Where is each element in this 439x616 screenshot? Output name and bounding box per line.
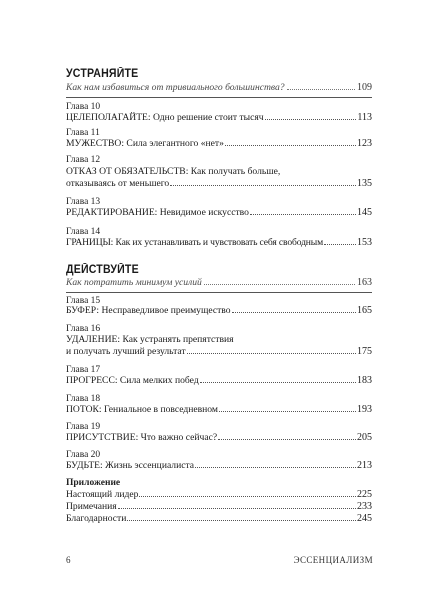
appendix-label: Приложение	[66, 478, 121, 488]
chapter-label: Глава 19	[66, 422, 101, 432]
toc-entry	[66, 489, 372, 500]
dot-leader	[195, 467, 356, 468]
dot-leader	[219, 411, 356, 412]
page-number: 163	[357, 277, 372, 288]
toc-entry	[66, 375, 372, 386]
chapter-title: МУЖЕСТВО: Сила элегантного «нет»	[66, 138, 224, 149]
dot-leader	[250, 214, 356, 215]
chapter-label: Глава 12	[66, 155, 101, 165]
toc-entry	[66, 112, 372, 123]
page-number: 183	[357, 375, 372, 386]
chapter-label: Глава 18	[66, 394, 101, 404]
page-number: 233	[357, 501, 372, 512]
page-number: 205	[357, 432, 372, 443]
dot-leader	[225, 145, 356, 146]
chapter-label: Глава 17	[66, 365, 101, 375]
chapter-title: ПРИСУТСТВИЕ: Что важно сейчас?	[66, 432, 218, 443]
toc-entry	[66, 305, 372, 316]
page-number: 165	[357, 305, 372, 316]
chapter-label: Глава 10	[66, 102, 101, 112]
appendix-item-title: Благодарности	[66, 513, 127, 524]
chapter-label: Глава 13	[66, 197, 101, 207]
page-number: 135	[357, 178, 372, 189]
chapter-title: БУФЕР: Несправедливое преимущество	[66, 305, 231, 316]
chapter-title: ЦЕЛЕПОЛАГАЙТЕ: Одно решение стоит тысяч	[66, 112, 264, 123]
page-number: 113	[357, 112, 372, 123]
page-number: 109	[357, 82, 372, 93]
appendix-item-title: Примечания	[66, 501, 117, 512]
toc-entry	[66, 207, 372, 218]
toc-entry	[66, 138, 372, 149]
toc-entry	[66, 501, 372, 512]
dot-leader	[187, 353, 356, 354]
dot-leader	[204, 284, 355, 285]
section-rule	[66, 292, 372, 293]
chapter-label: Глава 16	[66, 324, 101, 334]
toc-entry	[66, 460, 372, 471]
page-number: 175	[357, 346, 372, 357]
toc-entry	[66, 513, 372, 524]
section-title: ДЕЙСТВУЙТЕ	[66, 264, 139, 276]
appendix-item-title: Настоящий лидер	[66, 489, 139, 500]
chapter-title-continued: и получать лучший результат	[66, 346, 186, 357]
chapter-title: РЕДАКТИРОВАНИЕ: Невидимое искусство	[66, 207, 249, 218]
footer-book-title: ЭССЕНЦИАЛИЗМ	[293, 555, 373, 565]
chapter-label: Глава 14	[66, 227, 101, 237]
section-subtitle-row	[66, 274, 372, 288]
dot-leader	[265, 119, 357, 120]
section-subtitle: Как потратить минимум усилий	[66, 277, 202, 288]
chapter-title-continued: отказываясь от меньшего	[66, 178, 170, 189]
toc-entry	[66, 237, 372, 248]
dot-leader	[287, 89, 355, 90]
toc-entry	[66, 404, 372, 415]
chapter-title: ПОТОК: Гениальное в повседневном	[66, 404, 218, 415]
dot-leader	[118, 508, 356, 509]
chapter-label: Глава 20	[66, 450, 101, 460]
toc-entry	[66, 178, 372, 189]
page-number: 145	[357, 207, 372, 218]
chapter-title: ОТКАЗ ОТ ОБЯЗАТЕЛЬСТВ: Как получать больше,	[66, 166, 281, 177]
chapter-title: БУДЬТЕ: Жизнь эссенциалиста	[66, 460, 195, 471]
page-number: 225	[357, 489, 372, 500]
page-number: 153	[357, 237, 372, 248]
page-number: 245	[357, 513, 372, 524]
chapter-title: УДАЛЕНИЕ: Как устранять препятствия	[66, 334, 234, 345]
dot-leader	[200, 382, 356, 383]
section-subtitle: Как нам избавиться от тривиального большинства?	[66, 82, 285, 93]
toc-entry	[66, 346, 372, 357]
toc-entry	[66, 432, 372, 443]
page-number: 193	[357, 404, 372, 415]
section-title: УСТРАНЯЙТЕ	[66, 68, 139, 80]
dot-leader	[324, 244, 356, 245]
page-number: 213	[357, 460, 372, 471]
chapter-label: Глава 15	[66, 296, 101, 306]
section-rule	[66, 97, 372, 98]
section-subtitle-row	[66, 79, 372, 93]
dot-leader	[139, 496, 356, 497]
footer-page-number: 6	[66, 555, 71, 565]
page-number: 123	[357, 138, 372, 149]
chapter-title: ГРАНИЦЫ: Как их устанавливать и чувствовать себя свободным	[66, 237, 323, 248]
chapter-title: ПРОГРЕСС: Сила мелких побед	[66, 375, 199, 386]
dot-leader	[127, 520, 356, 521]
dot-leader	[218, 439, 356, 440]
dot-leader	[232, 312, 356, 313]
dot-leader	[170, 185, 356, 186]
chapter-label: Глава 11	[66, 128, 100, 138]
